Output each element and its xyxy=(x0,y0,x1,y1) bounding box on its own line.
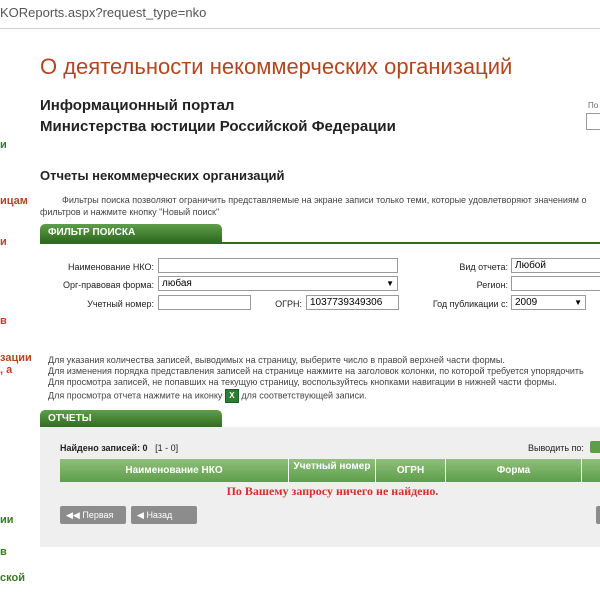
first-page-label: Первая xyxy=(82,510,114,520)
left-icon: ◀ xyxy=(137,510,144,520)
search-label: По xyxy=(588,101,599,110)
info-line: Для изменения порядка представления записей на странице нажмите на заголовок колонки, по которой требуется упорядочить xyxy=(48,366,584,376)
pub-year-label: Год публикации с: xyxy=(432,299,508,309)
found-range: [1 - 0] xyxy=(155,443,179,453)
portal-line-2: Министерства юстиции Российской Федерации xyxy=(40,118,396,135)
search-input[interactable] xyxy=(586,113,600,130)
info-icon-after: для соответствующей записи. xyxy=(241,390,367,401)
report-type-select[interactable] xyxy=(511,258,600,273)
chevron-down-icon: ▼ xyxy=(386,279,394,288)
pub-year-value: 2009 xyxy=(515,297,538,308)
left-nav-item[interactable]: и xyxy=(0,139,7,151)
reg-number-input[interactable] xyxy=(158,295,251,310)
column-header-extra[interactable] xyxy=(582,459,600,482)
ogrn-input[interactable]: 1037739349306 xyxy=(306,295,399,310)
prev-page-label: Назад xyxy=(146,510,173,520)
region-label: Регион: xyxy=(476,280,508,290)
reg-number-label: Учетный номер: xyxy=(87,299,154,309)
report-type-value: Любой xyxy=(515,260,546,271)
left-nav-item[interactable]: в xyxy=(0,546,7,558)
info-line: Для просмотра записей, не попавших на текущую страницу, воспользуйтесь кнопками навигации в нижней части формы. xyxy=(48,377,557,387)
nko-name-input[interactable] xyxy=(158,258,398,273)
column-header-nko-name[interactable]: Наименование НКО xyxy=(60,459,289,482)
excel-icon: X xyxy=(225,389,239,403)
nko-name-label: Наименование НКО: xyxy=(67,262,154,272)
left-nav-item[interactable]: зации xyxy=(0,352,32,364)
left-nav-item[interactable]: ии xyxy=(0,514,14,526)
legal-form-label: Орг-правовая форма: xyxy=(62,280,154,290)
per-page-label: Выводить по: xyxy=(528,443,584,453)
banner-title: О деятельности некоммерческих организаций xyxy=(40,54,513,79)
prev-page-button[interactable] xyxy=(131,506,197,524)
info-line: Для указания количества записей, выводимых на страницу, выберите число в правой верхней части формы. xyxy=(48,355,505,365)
left-nav-item[interactable]: в xyxy=(0,315,7,327)
tab-filter[interactable] xyxy=(40,224,222,242)
left-nav-item[interactable]: ицам xyxy=(0,195,28,207)
portal-line-1: Информационный портал xyxy=(40,97,235,114)
tab-reports-label: ОТЧЕТЫ xyxy=(48,413,92,424)
info-line-icon xyxy=(48,389,367,403)
pub-year-select[interactable] xyxy=(511,295,586,310)
address-url[interactable]: KOReports.aspx?request_type=nko xyxy=(0,5,207,20)
address-bar[interactable] xyxy=(0,0,600,29)
region-select[interactable] xyxy=(511,276,600,291)
first-page-button[interactable] xyxy=(60,506,126,524)
left-nav-item[interactable]: и xyxy=(0,236,7,248)
tab-divider xyxy=(40,242,600,244)
legal-form-value: любая xyxy=(162,278,192,289)
tab-reports[interactable] xyxy=(40,410,222,428)
records-found xyxy=(60,443,178,453)
legal-form-select[interactable] xyxy=(158,276,398,291)
ogrn-label: ОГРН: xyxy=(275,299,302,309)
double-left-icon: ◀◀ xyxy=(66,510,80,520)
next-page-button[interactable] xyxy=(596,506,600,524)
per-page-select[interactable] xyxy=(590,441,600,453)
page-title: Отчеты некоммерческих организаций xyxy=(40,168,285,183)
left-nav-item[interactable]: ской xyxy=(0,572,25,584)
column-header-ogrn[interactable]: ОГРН xyxy=(376,459,446,482)
tab-filter-label: ФИЛЬТР ПОИСКА xyxy=(48,227,136,238)
info-icon-before: Для просмотра отчета нажмите на иконку xyxy=(48,390,223,401)
chevron-down-icon: ▼ xyxy=(574,298,582,307)
column-header-reg-number[interactable]: Учетный номер xyxy=(289,459,376,482)
report-type-label: Вид отчета: xyxy=(459,262,508,272)
filter-hint: Фильтры поиска позволяют ограничить представляемые на экране записи только теми, которые удовлетворяют значениям о фильтров и нажмите кнопку "Новый поиск" xyxy=(40,195,587,217)
found-count: Найдено записей: 0 xyxy=(60,443,148,453)
left-nav-item[interactable]: , а xyxy=(0,364,13,376)
column-header-form[interactable]: Форма xyxy=(446,459,582,482)
empty-message: По Вашему запросу ничего не найдено. xyxy=(226,484,439,498)
